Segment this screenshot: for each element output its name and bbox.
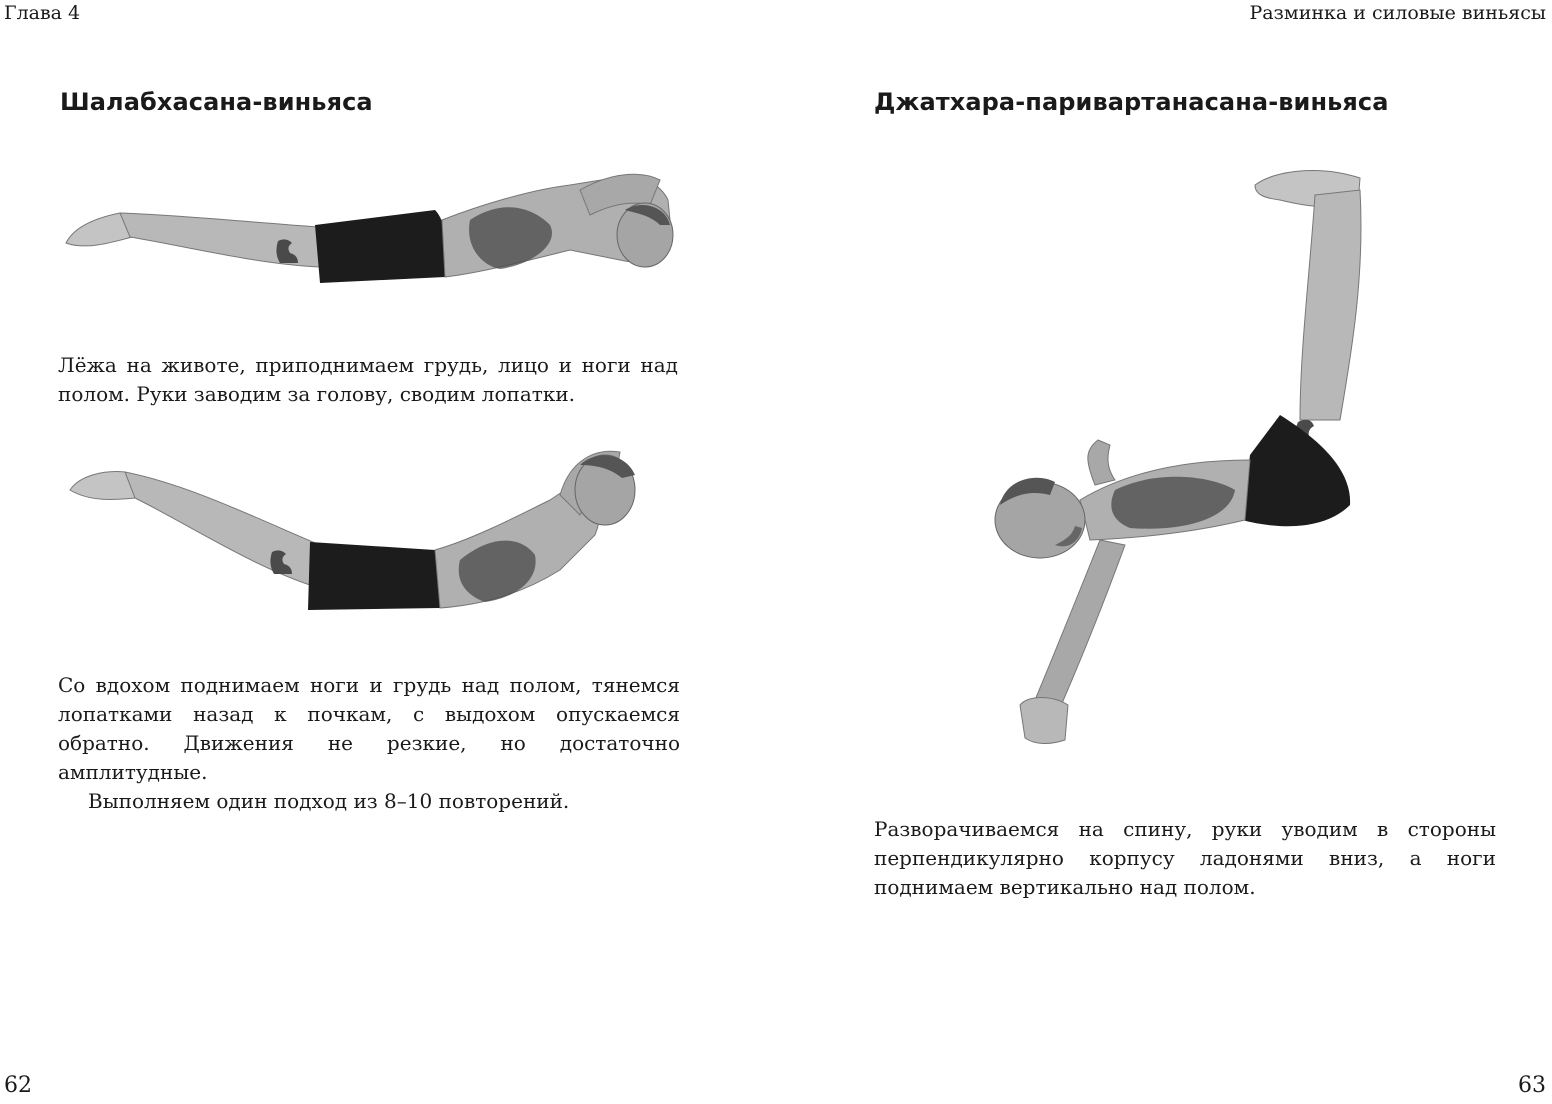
caption-prone-lifted: Со вдохом поднимаем ноги и грудь над полом, тянемся лопатками назад к почкам, с выдохом опускаемся обратно. Движения не резкие, но достаточно амплитудные.: [58, 673, 680, 784]
page-number-right: 63: [1518, 1073, 1546, 1098]
photo-pose-prone-lifted: [60, 440, 680, 615]
running-header-chapter: Глава 4: [4, 2, 81, 24]
page-number-left: 62: [4, 1073, 32, 1098]
photo-pose-prone-low: [60, 165, 680, 290]
figure-prone-low: [66, 174, 673, 283]
caption-prone-low: Лёжа на животе, приподнимаем грудь, лицо и ноги над полом. Руки заводим за голову, сводим лопатки.: [58, 353, 678, 406]
figure-supine-legs-up: [995, 171, 1361, 744]
running-header-section: Разминка и силовые виньясы: [1249, 2, 1546, 24]
section-title-jathara: Джатхара-паривартанасана-виньяса: [874, 88, 1389, 116]
photo-pose-supine-legs-up: [980, 160, 1370, 760]
section-title-shalabhasana: Шалабхасана-виньяса: [60, 88, 373, 116]
figure-prone-lifted: [70, 451, 635, 610]
caption-repetitions: Выполняем один подход из 8–10 повторений.: [88, 789, 570, 813]
caption-supine: Разворачиваемся на спину, руки уводим в стороны перпендикулярно корпусу ладонями вниз, а ноги поднимаем вертикально над полом.: [874, 817, 1496, 899]
